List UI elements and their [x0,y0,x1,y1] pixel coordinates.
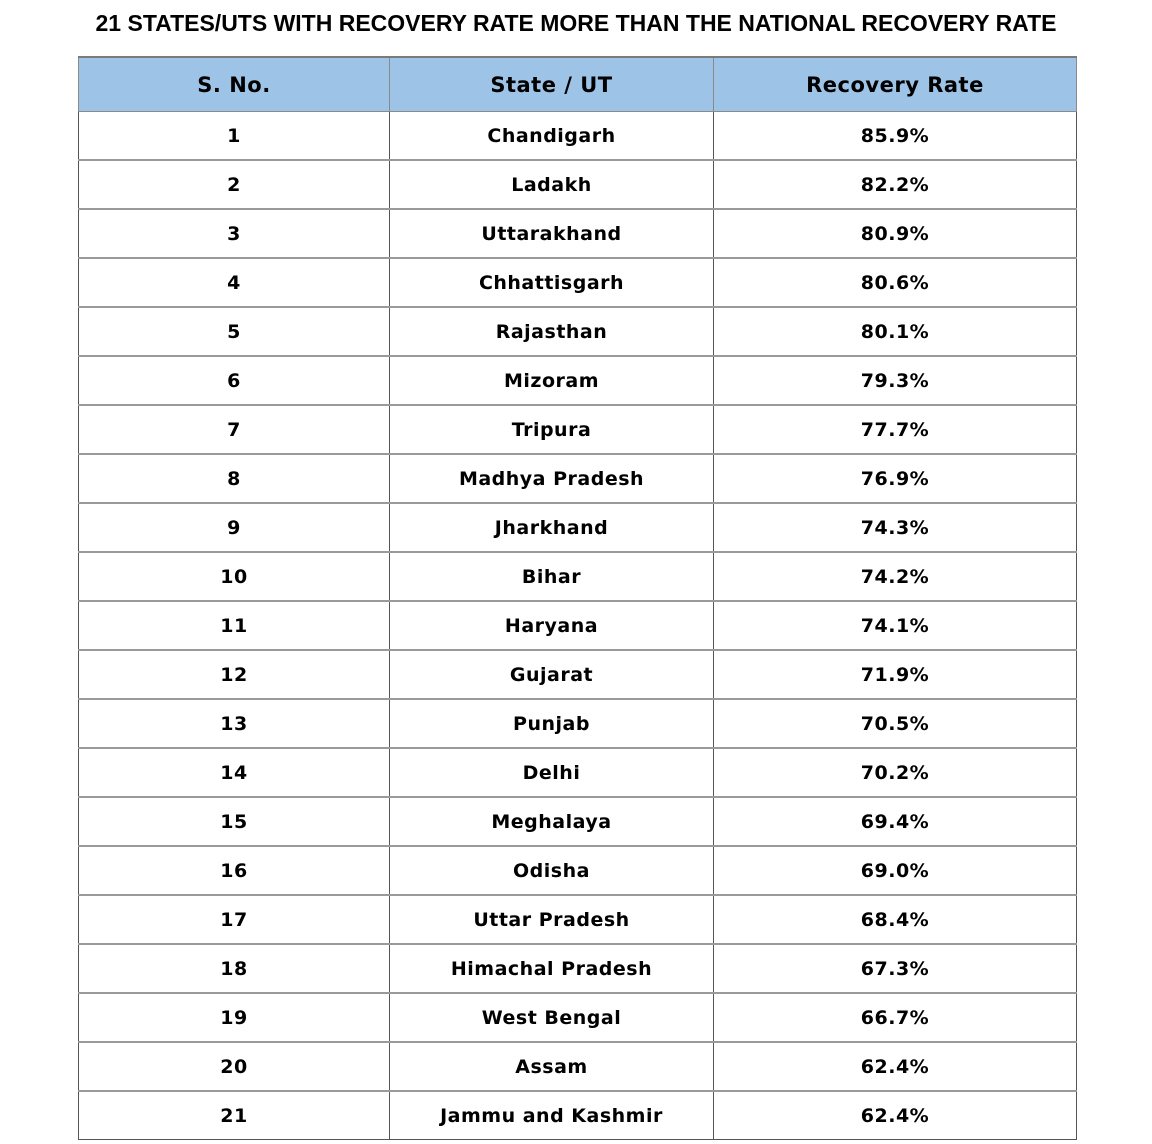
page-title: 21 STATES/UTS WITH RECOVERY RATE MORE THAN THE NATIONAL RECOVERY RATE [95,10,1057,36]
cell-sno: 4 [79,258,390,307]
cell-recovery-rate: 69.4% [714,797,1077,846]
table-row [79,601,1077,650]
cell-state: Jharkhand [390,503,714,552]
table-row [79,699,1077,748]
cell-sno: 10 [79,552,390,601]
table-row [79,307,1077,356]
table-row [79,895,1077,944]
cell-sno: 1 [79,112,390,161]
cell-state: Ladakh [390,160,714,209]
cell-sno: 2 [79,160,390,209]
table-row [79,650,1077,699]
cell-recovery-rate: 74.3% [714,503,1077,552]
cell-state: Jammu and Kashmir [390,1091,714,1140]
cell-recovery-rate: 62.4% [714,1091,1077,1140]
table-body [79,112,1077,1140]
cell-sno: 12 [79,650,390,699]
table-row [79,552,1077,601]
cell-state: Assam [390,1042,714,1091]
cell-recovery-rate: 69.0% [714,846,1077,895]
cell-state: Madhya Pradesh [390,454,714,503]
header-sno: S. No. [79,57,390,112]
cell-recovery-rate: 82.2% [714,160,1077,209]
table-row [79,112,1077,161]
cell-recovery-rate: 68.4% [714,895,1077,944]
cell-sno: 11 [79,601,390,650]
cell-sno: 18 [79,944,390,993]
cell-recovery-rate: 85.9% [714,112,1077,161]
cell-recovery-rate: 80.1% [714,307,1077,356]
cell-recovery-rate: 71.9% [714,650,1077,699]
cell-sno: 15 [79,797,390,846]
table-row [79,797,1077,846]
cell-recovery-rate: 70.2% [714,748,1077,797]
cell-recovery-rate: 62.4% [714,1042,1077,1091]
cell-sno: 20 [79,1042,390,1091]
cell-state: Chandigarh [390,112,714,161]
cell-state: Haryana [390,601,714,650]
cell-sno: 6 [79,356,390,405]
table-row [79,993,1077,1042]
cell-sno: 19 [79,993,390,1042]
recovery-rate-table-container [78,56,1076,1140]
table-row [79,258,1077,307]
header-recovery-rate: Recovery Rate [714,57,1077,112]
cell-sno: 8 [79,454,390,503]
cell-recovery-rate: 80.9% [714,209,1077,258]
cell-recovery-rate: 66.7% [714,993,1077,1042]
cell-sno: 21 [79,1091,390,1140]
cell-recovery-rate: 74.1% [714,601,1077,650]
cell-state: Tripura [390,405,714,454]
cell-recovery-rate: 80.6% [714,258,1077,307]
table-row [79,160,1077,209]
cell-state: Uttar Pradesh [390,895,714,944]
recovery-rate-table [78,56,1077,1140]
cell-sno: 13 [79,699,390,748]
table-row [79,1091,1077,1140]
cell-recovery-rate: 77.7% [714,405,1077,454]
cell-sno: 14 [79,748,390,797]
cell-state: Gujarat [390,650,714,699]
table-row [79,846,1077,895]
cell-recovery-rate: 70.5% [714,699,1077,748]
table-row [79,503,1077,552]
cell-state: Chhattisgarh [390,258,714,307]
cell-state: Delhi [390,748,714,797]
table-row [79,356,1077,405]
cell-sno: 16 [79,846,390,895]
table-header-row [79,57,1077,112]
cell-sno: 5 [79,307,390,356]
header-state: State / UT [390,57,714,112]
cell-state: Odisha [390,846,714,895]
cell-sno: 9 [79,503,390,552]
cell-state: West Bengal [390,993,714,1042]
table-row [79,1042,1077,1091]
cell-state: Himachal Pradesh [390,944,714,993]
cell-state: Meghalaya [390,797,714,846]
cell-sno: 17 [79,895,390,944]
cell-state: Punjab [390,699,714,748]
cell-recovery-rate: 79.3% [714,356,1077,405]
table-row [79,209,1077,258]
cell-recovery-rate: 76.9% [714,454,1077,503]
cell-recovery-rate: 74.2% [714,552,1077,601]
cell-recovery-rate: 67.3% [714,944,1077,993]
cell-state: Uttarakhand [390,209,714,258]
table-row [79,748,1077,797]
cell-sno: 7 [79,405,390,454]
cell-state: Rajasthan [390,307,714,356]
table-row [79,944,1077,993]
cell-state: Bihar [390,552,714,601]
cell-sno: 3 [79,209,390,258]
table-row [79,405,1077,454]
table-row [79,454,1077,503]
cell-state: Mizoram [390,356,714,405]
